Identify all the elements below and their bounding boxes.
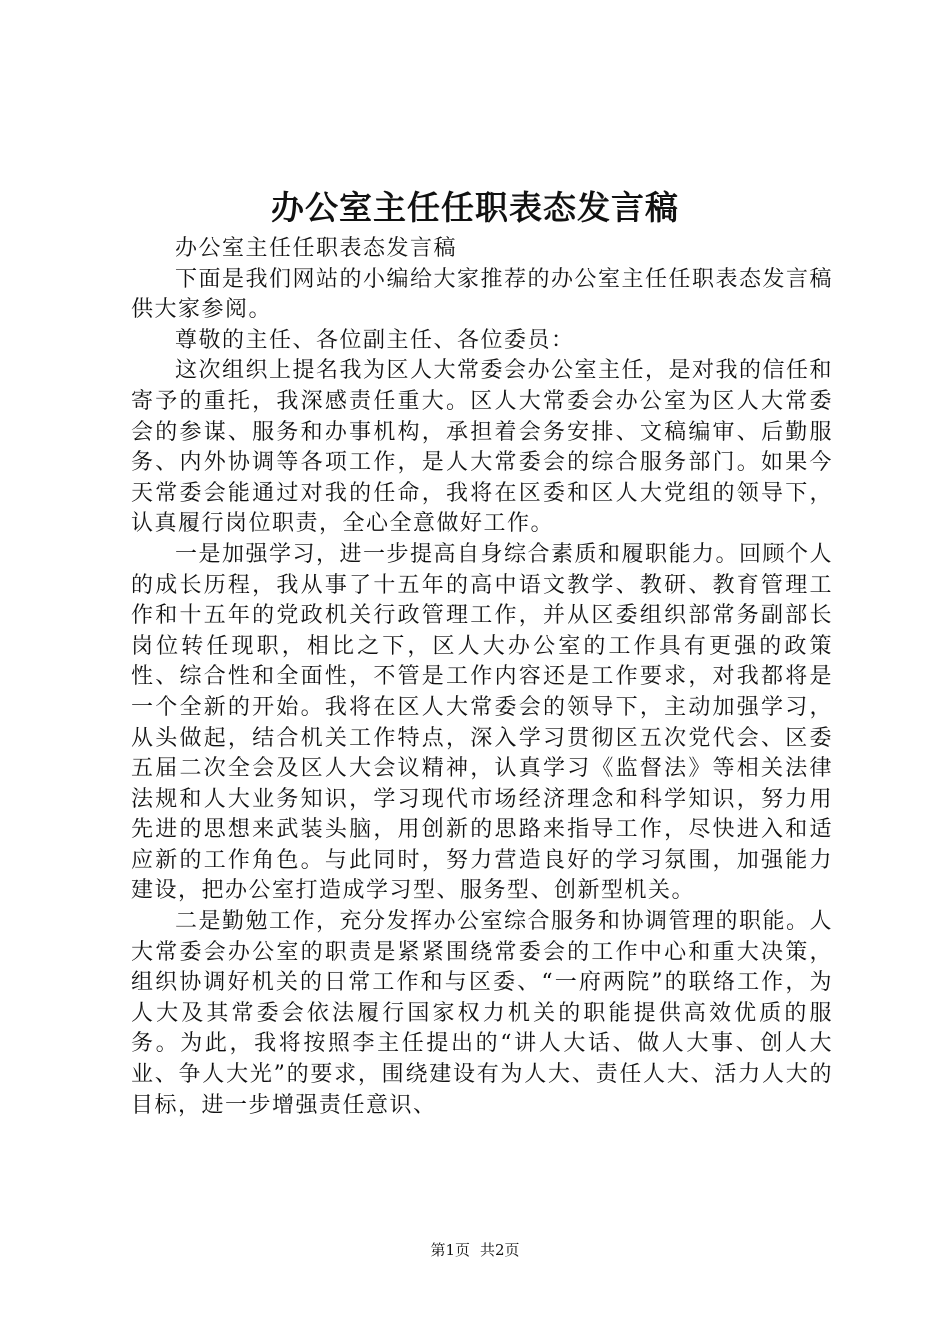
document-body (131, 234, 833, 1121)
document-title: 办公室主任任职表态发言稿 (271, 188, 679, 227)
paragraph-point-two: 二是勤勉工作，充分发挥办公室综合服务和协调管理的职能。人大常委会办公室的职责是紧紧围绕常委会的工作中心和重大决策，组织协调好机关的日常工作和与区委、“一府两院”的联络工作，为人大及其常委会依法履行国家权力机关的职能提供高效优质的服务。为此，我将按照李主任提出的“讲人大话、做人大事、创人大业、争人大光”的要求，围绕建设有为人大、责任人大、活力人大的目标，进一步增强责任意识、 (131, 909, 834, 1118)
page-number: 第1页 (430, 1241, 470, 1259)
paragraph-point-one: 一是加强学习，进一步提高自身综合素质和履职能力。回顾个人的成长历程，我从事了十五年的高中语文教学、教研、教育管理工作和十五年的党政机关行政管理工作，并从区委组织部常务副部长岗位转任现职，相比之下，区人大办公室的工作具有更强的政策性、综合性和全面性，不管是工作内容还是工作要求，对我都将是一个全新的开始。我将在区人大常委会的领导下，主动加强学习，从头做起，结合机关工作特点，深入学习贯彻区五次党代会、区委五届二次全会及区人大会议精神，认真学习《监督法》等相关法律法规和人大业务知识，学习现代市场经济理念和科学知识，努力用先进的思想来武装头脑，用创新的思路来指导工作，尽快进入和适应新的工作角色。与此同时，努力营造良好的学习氛围，加强能力建设，把办公室打造成学习型、服务型、创新型机关。 (131, 541, 834, 904)
page-footer (0, 1240, 950, 1260)
paragraph-salutation: 尊敬的主任、各位副主任、各位委员： (175, 327, 575, 353)
paragraph-intro: 下面是我们网站的小编给大家推荐的办公室主任任职表态发言稿供大家参阅。 (131, 266, 834, 323)
page-total: 共2页 (480, 1241, 520, 1259)
paragraph-opening: 这次组织上提名我为区人大常委会办公室主任，是对我的信任和寄予的重托，我深感责任重大。区人大常委会办公室为区人大常委会的参谋、服务和办事机构，承担着会务安排、文稿编审、后勤服务、内外协调等各项工作，是人大常委会的综合服务部门。如果今天常委会能通过对我的任命，我将在区委和区人大党组的领导下，认真履行岗位职责，全心全意做好工作。 (131, 358, 834, 537)
paragraph-repeat-title: 办公室主任任职表态发言稿 (175, 236, 458, 261)
